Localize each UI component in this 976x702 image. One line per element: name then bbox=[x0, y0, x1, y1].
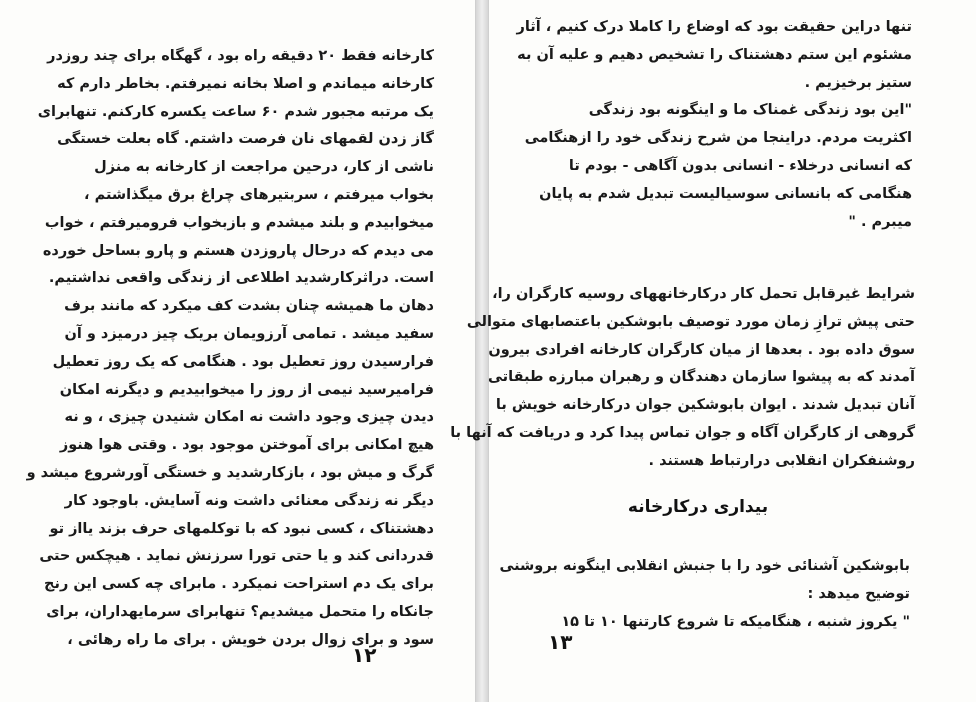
text-line: حتی پیش ترازِ زمان مورد توصیف بابوشکین باعتصابهای متوالی bbox=[466, 313, 915, 330]
right-page-bottom-paragraph bbox=[499, 553, 910, 636]
text-line: سود و برای زوال بردن خویش . برای ما راه رهائی ، bbox=[67, 631, 434, 648]
text-line: فرامیرسید نیمی از روز را میخوابیدیم و دیگرنه امکان bbox=[59, 381, 434, 398]
left-page-body bbox=[26, 43, 434, 655]
text-line: گروهی از کارگران آگاه و جوان تماس پیدا کرد و دریافت که آنها با bbox=[450, 424, 915, 441]
text-line: کارخانه میماندم و اصلا بخانه نمیرفتم. بخاطر دارم که bbox=[57, 75, 434, 92]
text-line: تنها دراین حقیقت بود که اوضاع را کاملا درک کنیم ، آثار bbox=[516, 19, 912, 35]
text-line: هیچ امکانی برای آموختن موجود بود . وقتی هوا هنوز bbox=[59, 437, 434, 454]
right-page-mid-paragraph bbox=[450, 281, 915, 476]
text-line: روشنفکران انقلابی درارتباط هستند . bbox=[648, 452, 915, 469]
text-line: بخواب میرفتم ، سربتیرهای چراغ برق میگذاشتم ، bbox=[84, 186, 434, 203]
text-line: برای یک دم استراحت نمیکرد . مابرای چه کسی این رنج bbox=[44, 576, 434, 593]
text-line: قدردانی کند و یا حتی تورا سرزنش نماید . هیچکس حتی bbox=[39, 548, 434, 565]
text-line: دهشتناک ، کسی نبود که با توکلمهای حرف بزند یااز تو bbox=[49, 520, 434, 537]
text-line: شرایط غیرقابل تحمل کار درکارخانههای روسیه کارگران را، bbox=[492, 286, 915, 302]
text-line: فرارسیدن روز تعطیل بود . هنگامی که یک روز تعطیل bbox=[52, 353, 434, 370]
text-line: که انسانی درخلاء - انسانی بدون آگاهی - بودم تا bbox=[568, 157, 912, 174]
text-line: " یکروز شنبه ، هنگامیکه تا شروع کارتنها ۱۰ تا ۱۵ bbox=[561, 613, 910, 630]
text-line: دیگر نه زندگی معنائی داشت ونه آسایش. باوجود کار bbox=[64, 492, 434, 509]
text-line: "این بود زندگی غمناک ما و اینگونه بود زندگی bbox=[588, 102, 912, 119]
text-line: ناشی از کار، درحین مراجعت از کارخانه به منزل bbox=[94, 159, 434, 176]
text-line: گاز زدن لقمهای نان فرصت داشتم. گاه بعلت خستگی bbox=[57, 131, 434, 148]
text-line: مشئوم این ستم دهشتناک را تشخیص دهیم و علیه آن به bbox=[517, 46, 912, 63]
text-line: اکثریت مردم. دراینجا من شرح زندگی خود را ازهنگامی bbox=[524, 130, 912, 147]
left-page bbox=[0, 0, 476, 702]
book-spine bbox=[476, 0, 488, 702]
text-line: دیدن چیزی وجود داشت نه امکان شنیدن چیزی ، و نه bbox=[64, 409, 434, 426]
text-line: میبرم . " bbox=[848, 213, 912, 230]
text-line: توضیح میدهد : bbox=[807, 585, 910, 602]
text-line: سفید میشد . تمامی آرزویمان بریک چیز درمیزد و آن bbox=[64, 325, 434, 342]
text-line: میخوابیدم و بلند میشدم و بازبخواب فرومیرفتم ، خواب bbox=[44, 214, 434, 231]
text-line: می دیدم که درحال پاروزدن هستم و پارو بساحل خورده bbox=[42, 242, 434, 259]
text-line: هنگامی که بانسانی سوسیالیست تبدیل شدم به پایان bbox=[539, 185, 912, 202]
text-line: کارخانه فقط ۲۰ دقیقه راه بود ، گهگاه برای چند روزدر bbox=[47, 48, 434, 64]
page-number: ۱۲ bbox=[352, 643, 377, 667]
text-line: جانکاه را متحمل میشدیم؟ تنهابرای سرمایهداران، برای bbox=[46, 603, 434, 620]
section-heading: بیداری درکارخانه bbox=[627, 497, 769, 517]
text-line: سوق داده بود . بعدها از میان کارگران کارخانه افرادی بیرون bbox=[488, 341, 915, 358]
right-page-top-paragraph bbox=[516, 14, 912, 236]
text-line: بابوشکین آشنائی خود را با جنبش انقلابی اینگونه بروشنی bbox=[499, 558, 910, 574]
text-line: دهان ما همیشه چنان بشدت کف میکرد که مانند برف bbox=[64, 298, 434, 315]
page-number: ۱۳ bbox=[548, 630, 573, 654]
text-line: یک مرتبه مجبور شدم ۶۰ ساعت یکسره کارکنم. تنهابرای bbox=[37, 103, 434, 120]
text-line: ستیز برخیزیم . bbox=[804, 74, 912, 91]
text-line: گرگ و میش بود ، بازکارشدید و خستگی آورشروع میشد و bbox=[26, 464, 434, 481]
text-line: آمدند که به پیشوا سازمان دهندگان و رهبران مبارزه طبقاتی bbox=[488, 369, 915, 386]
text-line: آنان تبدیل شدند . ایوان بابوشکین جوان درکارخانه خویش با bbox=[495, 397, 915, 414]
text-line: است. دراثرکارشدید اطلاعی از زندگی واقعی نداشتیم. bbox=[48, 270, 434, 287]
